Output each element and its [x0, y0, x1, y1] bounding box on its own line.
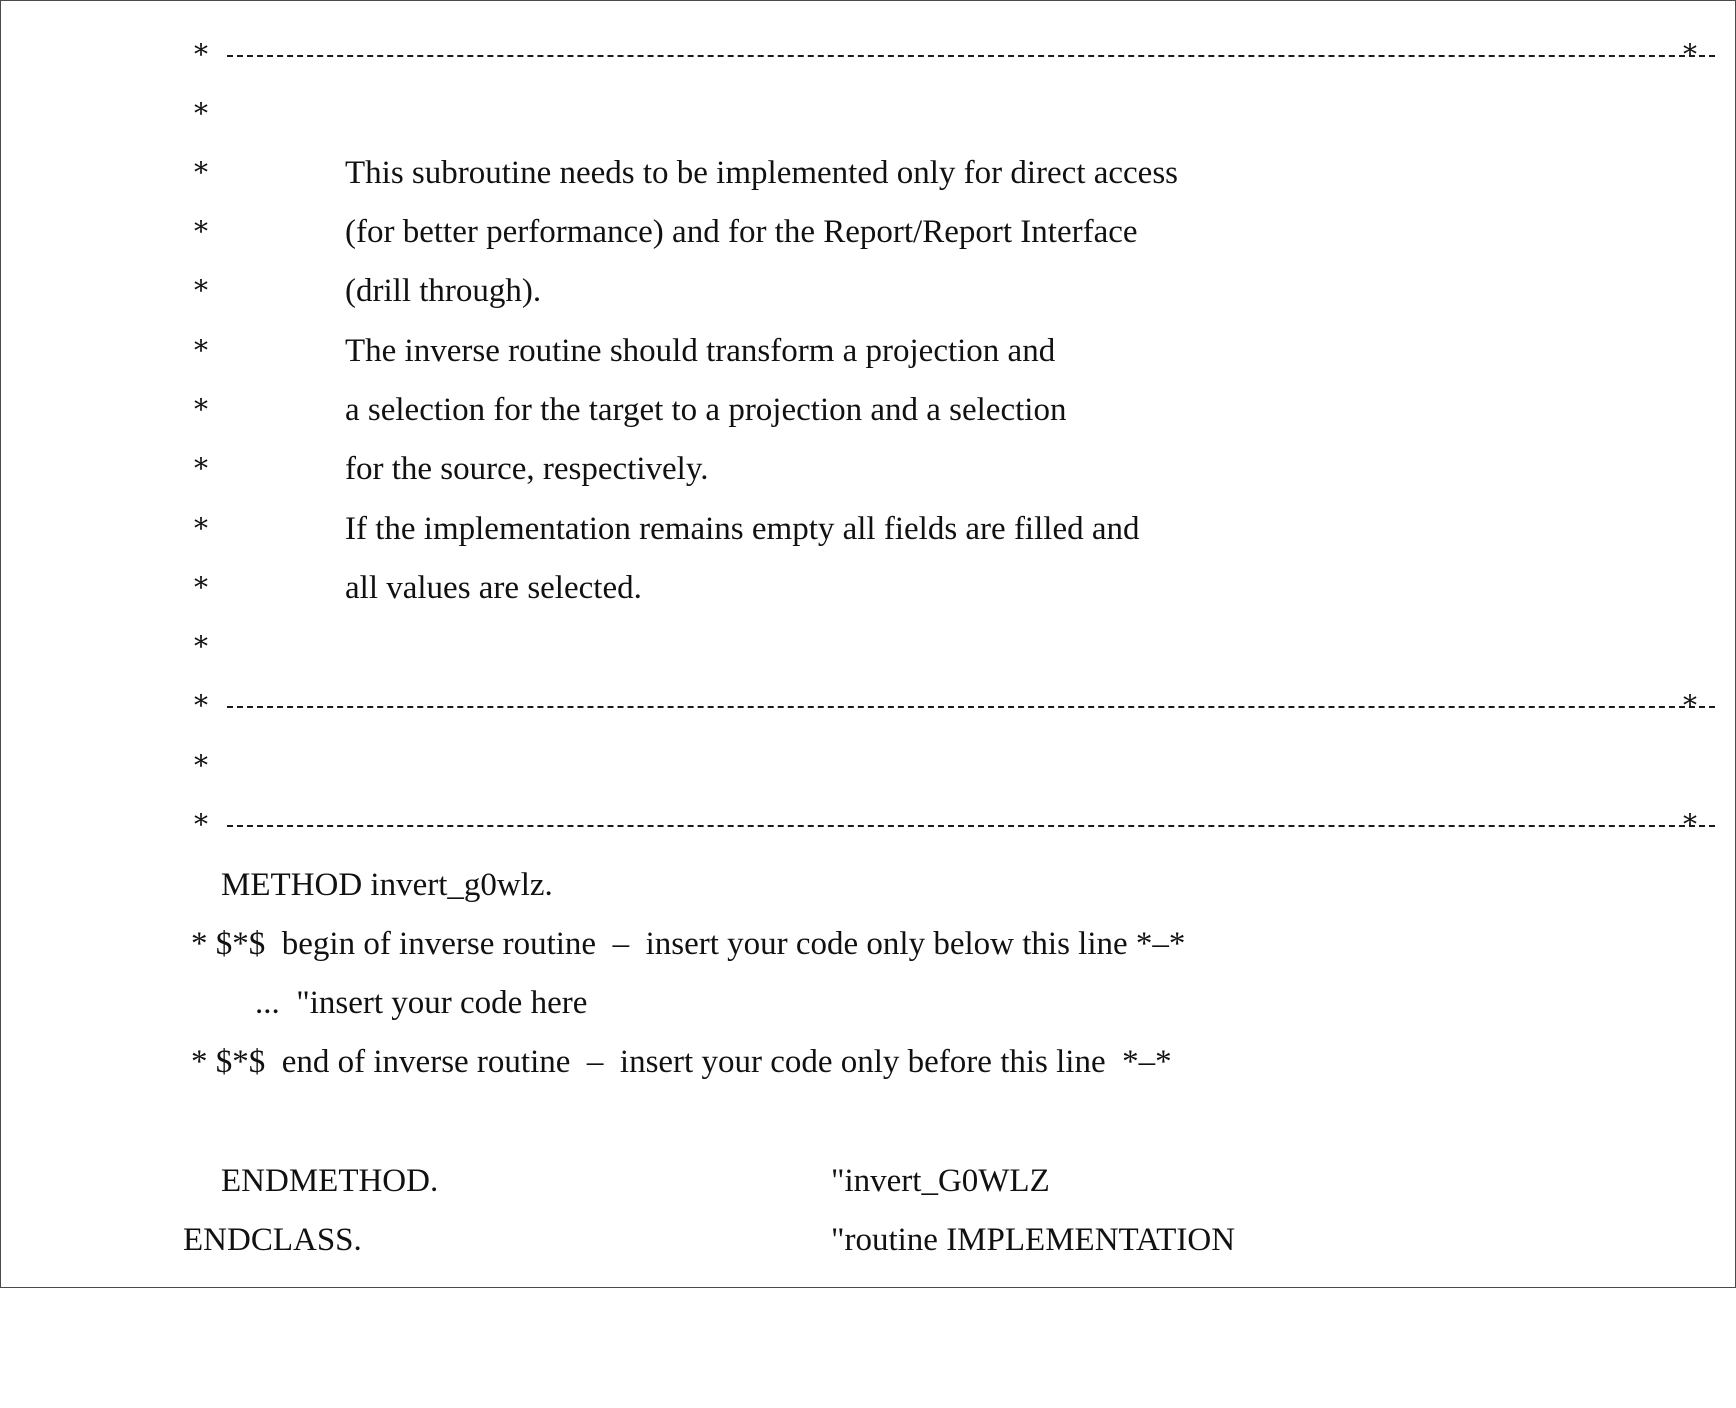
comment-star: *: [194, 274, 208, 307]
comment-text: a selection for the target to a projection and a selection: [345, 392, 1067, 428]
comment-separator-line: [1, 682, 1697, 730]
comment-text: (for better performance) and for the Report/Report Interface: [345, 214, 1138, 250]
placeholder-code: ... "insert your code here: [255, 985, 588, 1021]
comment-text: all values are selected.: [345, 570, 642, 606]
comment-line: [1, 267, 542, 315]
comment-star: *: [194, 452, 208, 485]
method-declaration: METHOD invert_g0wlz.: [221, 867, 553, 903]
endclass-statement: ENDCLASS.: [183, 1222, 362, 1258]
dashed-rule: [227, 55, 1715, 57]
dashed-rule: [227, 706, 1715, 708]
comment-line: [1, 327, 1056, 375]
comment-star: *: [194, 97, 208, 130]
comment-separator-line: [1, 31, 1697, 79]
comment-text: for the source, respectively.: [345, 451, 709, 487]
comment-star-end: *: [1683, 689, 1697, 722]
comment-star: *: [194, 215, 208, 248]
code-line: [1, 861, 553, 909]
comment-star: *: [194, 512, 208, 545]
comment-line: [1, 386, 1067, 434]
comment-star: *: [194, 689, 208, 722]
end-marker-comment: * $*$ end of inverse routine – insert your code only before this line *–*: [191, 1044, 1172, 1080]
comment-line: [1, 149, 1179, 197]
comment-text: (drill through).: [345, 273, 542, 309]
comment-star: *: [194, 38, 208, 71]
dashed-rule: [227, 825, 1715, 827]
code-line: [1, 1038, 1172, 1086]
comment-empty-line: [1, 623, 208, 671]
comment-star: *: [194, 571, 208, 604]
comment-empty-line: [1, 742, 208, 790]
comment-line: [1, 564, 642, 612]
endmethod-comment: "invert_G0WLZ: [831, 1163, 1050, 1199]
comment-star: *: [194, 156, 208, 189]
comment-empty-line: [1, 90, 208, 138]
comment-star: *: [194, 808, 208, 841]
comment-line: [1, 505, 1140, 553]
comment-separator-line: [1, 801, 1697, 849]
comment-star-end: *: [1683, 38, 1697, 71]
comment-line: [1, 445, 709, 493]
comment-star: *: [194, 630, 208, 663]
comment-star-end: *: [1683, 808, 1697, 841]
comment-star: *: [194, 393, 208, 426]
comment-line: [1, 208, 1138, 256]
comment-text: The inverse routine should transform a projection and: [345, 333, 1056, 369]
code-line: [1, 1157, 1050, 1205]
endclass-comment: "routine IMPLEMENTATION: [831, 1222, 1236, 1258]
begin-marker-comment: * $*$ begin of inverse routine – insert your code only below this line *–*: [191, 926, 1186, 962]
comment-text: If the implementation remains empty all fields are filled and: [345, 511, 1140, 547]
endmethod-statement: ENDMETHOD.: [221, 1163, 439, 1199]
code-line: [1, 979, 588, 1027]
code-line: [1, 920, 1186, 968]
comment-star: *: [194, 749, 208, 782]
comment-text: This subroutine needs to be implemented only for direct access: [345, 155, 1179, 191]
code-line: [1, 1216, 1236, 1264]
comment-star: *: [194, 334, 208, 367]
